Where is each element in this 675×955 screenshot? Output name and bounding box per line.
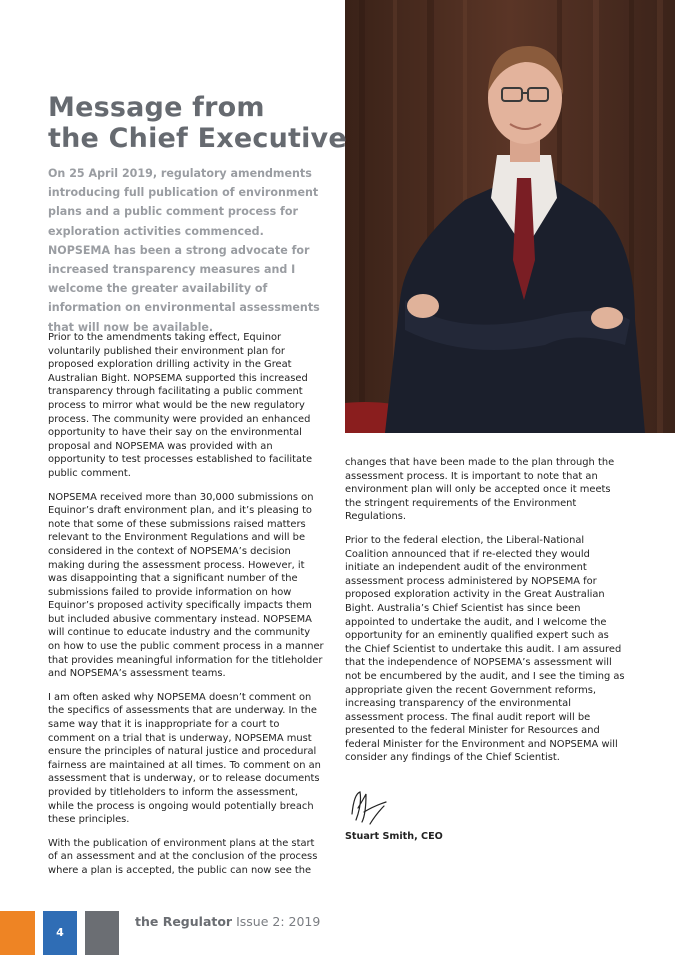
publication-footer <box>135 914 320 929</box>
issue-label: Issue 2: 2019 <box>232 914 321 929</box>
right-column <box>345 456 627 775</box>
body-paragraph: With the publication of environment plans at the start of an assessment and at the conclusion of the process where a plan is accepted, the public can now see the <box>48 837 318 876</box>
footer-orange-block <box>0 911 35 955</box>
ceo-signature <box>346 784 390 828</box>
footer-grey-block <box>85 911 119 955</box>
signatory-name: Stuart Smith, CEO <box>345 831 443 842</box>
body-paragraph: Prior to the federal election, the Liberal-National Coalition announced that if re-elected they would initiate an independent audit of the environment assessment process administered by NOPSEMA for proposed exploration activity in the Great Australian Bight. Australia’s Chief Scientist has since been appointed to undertake the audit, and I welcome the opportunity for an eminently qualified expert such as the Chief Scientist to undertake this audit. I am assured that the independence of NOPSEMA’s assessment will not be encumbered by the audit, and I see the timing as appropriate given the recent Government reforms, increasing transparency of the environmental assessment process. The final audit report will be presented to the federal Minister for Resources and federal Minister for the Environment and NOPSEMA will consider any findings of the Chief Scientist. <box>345 534 625 764</box>
title-line-2: the Chief Executive <box>48 123 347 154</box>
body-paragraph: Prior to the amendments taking effect, Equinor voluntarily published their environment plan for proposed exploration drilling activity in the Great Australian Bight. NOPSEMA supported this increased transparency through facilitating a public comment process to mirror what would be the new regulatory process. The community were provided an enhanced opportunity to have their say on the environmental proposal and NOPSEMA was provided with an opportunity to test processes established to facilitate public comment. <box>48 332 313 479</box>
intro-paragraph: On 25 April 2019, regulatory amendments introducing full publication of environment plans and a public comment process for exploration activities commenced. NOPSEMA has been a strong advocate for increased transparency measures and I welcome the greater availability of information on environmental assessments that will now be available. <box>48 167 320 334</box>
body-paragraph: changes that have been made to the plan through the assessment process. It is important to note that an environment plan will only be accepted once it meets the stringent requirements of the Environment Regulations. <box>345 457 615 523</box>
title-line-1: Message from <box>48 92 265 123</box>
page-title <box>48 92 347 154</box>
publication-name: the Regulator <box>135 914 233 929</box>
body-paragraph: NOPSEMA received more than 30,000 submissions on Equinor’s draft environment plan, and it’s pleasing to note that some of these submissions raised matters relevant to the Environment Regulations and will be considered in the context of NOPSEMA’s decision making during the assessment process. However, it was disappointing that a significant number of the submissions failed to provide information on how Equinor’s proposed activity specifically impacts them but included abusive commentary instead. NOPSEMA will continue to educate industry and the community on how to use the public comment process in a manner that provides meaningful information for the titleholder and NOPSEMA’s assessment teams. <box>48 491 324 680</box>
left-column <box>48 331 324 888</box>
page-number: 4 <box>43 911 77 955</box>
ceo-portrait-photo <box>345 0 675 433</box>
body-paragraph: I am often asked why NOPSEMA doesn’t comment on the specifics of assessments that are underway. In the same way that it is inappropriate for a court to comment on a trial that is underway, NOPSEMA must ensure the principles of natural justice and procedural fairness are maintained at all times. To comment on an assessment that is underway, or to release documents provided by titleholders to inform the assessment, while the process is ongoing would potentially breach these principles. <box>48 691 321 826</box>
